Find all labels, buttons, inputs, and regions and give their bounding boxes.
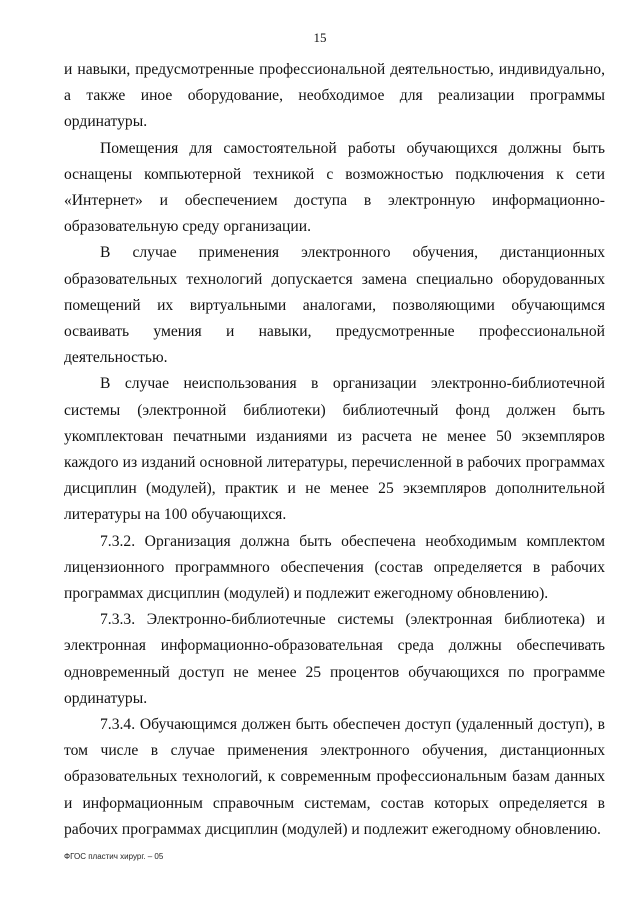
paragraph-premises: Помещения для самостоятельной работы обучающихся должны быть оснащены компьютерной техникой с возможностью подключения к сети «Интернет» и обеспечением доступа в электронную информационно-образовательную среду организации.	[64, 139, 605, 236]
paragraph-7-3-4: 7.3.4. Обучающимся должен быть обеспечен доступ (удаленный доступ), в том числе в случае применения электронного обучения, дистанционных образовательных технологий, к современным профессиональным базам данных и информационным справочным системам, состав которых определяется в рабочих программах дисциплин (модулей) и подлежит ежегодному обновлению.	[64, 716, 605, 838]
paragraph-library-fund: В случае неиспользования в организации электронно-библиотечной системы (электронной библиотеки) библиотечный фонд должен быть укомплектован печатными изданиями из расчета не менее 50 экземпляров каждого из изданий основной литературы, перечисленной в рабочих программах дисциплин (модулей), практик и не менее 25 экземпляров дополнительной литературы на 100 обучающихся.	[64, 375, 605, 524]
paragraph-continuation: и навыки, предусмотренные профессиональной деятельностью, индивидуально, а также иное оборудование, необходимое для реализации программы ординатуры.	[64, 61, 605, 131]
paragraph-e-learning: В случае применения электронного обучения, дистанционных образовательных технологий допускается замена специально оборудованных помещений их виртуальными аналогами, позволяющими обучающимся осваивать умения и навыки, предусмотренные профессиональной деятельностью.	[64, 244, 605, 367]
paragraph-7-3-3: 7.3.3. Электронно-библиотечные системы (электронная библиотека) и электронная информационно-образовательная среда должны обеспечивать одновременный доступ не менее 25 процентов обучающихся по программе ординатуры.	[64, 611, 605, 707]
document-body	[64, 57, 605, 843]
page-number: 15	[313, 30, 327, 45]
page-footer: ФГОС пластич хирург. – 05	[64, 852, 164, 861]
paragraph-7-3-2: 7.3.2. Организация должна быть обеспечена необходимым комплектом лицензионного программного обеспечения (состав определяется в рабочих программах дисциплин (модулей) и подлежит ежегодному обновлению).	[64, 532, 605, 603]
